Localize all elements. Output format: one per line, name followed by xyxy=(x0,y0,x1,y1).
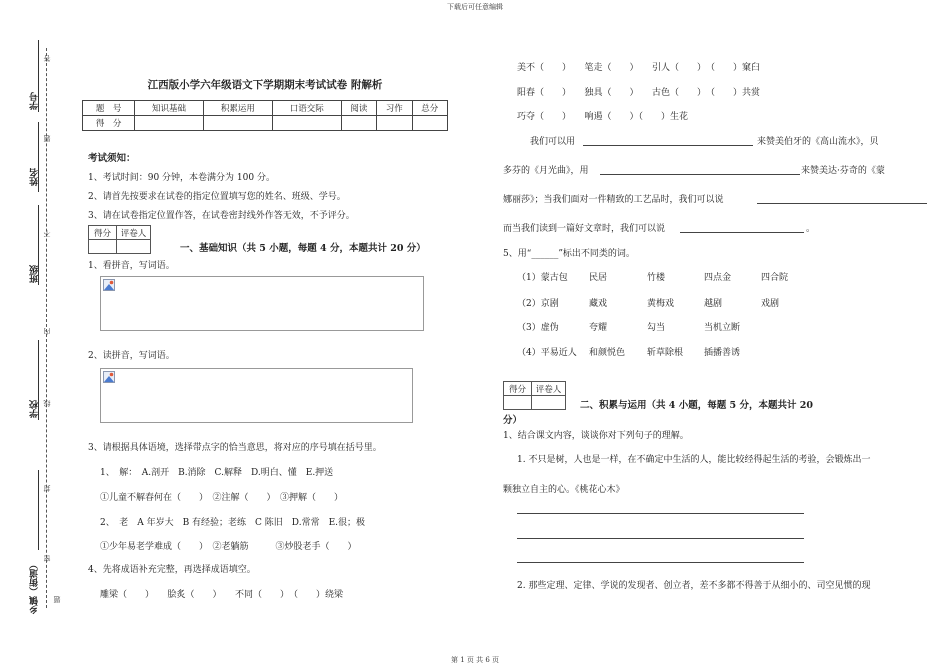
question-4: 4、先将成语补充完整，再选择成语填空。 xyxy=(88,565,256,575)
score-header: 知识基础 xyxy=(135,101,204,116)
margin-char: 线 xyxy=(43,400,51,407)
sentence-text: 1. 不只是树，人也是一样，在不确定中生活的人，能比较经得起生活的考验，会锻炼出一 xyxy=(517,455,871,465)
score-row-label: 得 分 xyxy=(83,116,135,131)
notice-item: 2、请首先按要求在试卷的指定位置填写您的姓名、班级、学号。 xyxy=(88,192,346,202)
score-cell[interactable] xyxy=(272,116,341,131)
label-name: 姓名 xyxy=(30,168,40,186)
notice-heading: 考试须知： xyxy=(88,153,136,164)
image-placeholder-icon xyxy=(103,279,115,291)
score-header: 阅读 xyxy=(341,101,376,116)
answer-box-1[interactable] xyxy=(100,276,424,331)
question-5: 5、用“______”标出不同类的词。 xyxy=(503,249,635,259)
q5-word: 戏剧 xyxy=(761,299,780,309)
reviewer-label: 评卷人 xyxy=(117,226,151,240)
q5-word: 当机立断 xyxy=(704,323,741,333)
margin-char: 内 xyxy=(43,328,51,335)
score-cell[interactable] xyxy=(203,116,272,131)
score-reviewer-box xyxy=(88,225,151,254)
fill-text: 娜丽莎》；当我们面对一件精致的工艺品时，我们可以说 xyxy=(503,195,724,205)
score-header: 题 号 xyxy=(83,101,135,116)
fill-blank[interactable] xyxy=(757,203,927,204)
score-cell[interactable] xyxy=(377,116,412,131)
answer-line[interactable] xyxy=(517,513,804,514)
sentence-text: 2. 那些定理、定律、学说的发现者、创立者，差不多都不得善于从细小的、司空见惯的现 xyxy=(517,581,871,591)
label-student-id: 学号 xyxy=(30,92,40,110)
margin-char: 题 xyxy=(43,135,51,142)
question-1: 1、看拼音，写词语。 xyxy=(88,261,175,271)
score-label: 得分 xyxy=(89,226,117,240)
sentence-text: 颗独立自主的心。《桃花心木》 xyxy=(503,485,625,495)
margin-char: 答 xyxy=(43,55,51,62)
fill-text: 来赞美达·芬奇的《蒙 xyxy=(801,166,885,176)
blank-line xyxy=(38,205,39,285)
q5-word: 越剧 xyxy=(704,299,723,309)
score-cell[interactable] xyxy=(504,396,532,410)
fill-text: 来赞美伯牙的《高山流水》，贝 xyxy=(757,137,879,147)
q3-line: ①儿童不解春何在（ ） ②注解（ ） ③押解（ ） xyxy=(100,493,344,503)
reviewer-cell[interactable] xyxy=(532,396,566,410)
q3-line: ①少年易老学难成（ ） ②老躺筋 ③炒股老手（ ） xyxy=(100,542,357,552)
q3-line: 1、 解： A.剖开 B.消除 C.解释 D.明白、懂 E.押送 xyxy=(100,468,334,478)
q5-word: 和颜悦色 xyxy=(589,348,626,358)
score-header: 积累运用 xyxy=(203,101,272,116)
q5-word: （3）虚伪 xyxy=(517,323,559,333)
reviewer-label: 评卷人 xyxy=(532,382,566,396)
section2-title: 二、积累与运用（共 4 小题，每题 5 分，本题共计 20 xyxy=(580,400,813,411)
blank-line xyxy=(38,40,39,112)
notice-item: 3、请在试卷指定位置作答，在试卷密封线外作答无效，不予评分。 xyxy=(88,211,355,221)
score-reviewer-box xyxy=(503,381,566,410)
fill-text: 多芬的《月光曲》，用 xyxy=(503,166,589,176)
q5-word: （2）京剧 xyxy=(517,299,559,309)
q3-line: 2、 老 A 年岁大 B 有经验；老练 C 陈旧 D.常常 E.很；极 xyxy=(100,518,365,528)
score-cell[interactable] xyxy=(412,116,447,131)
score-header: 口语交际 xyxy=(272,101,341,116)
fill-text: 而当我们读到一篇好文章时，我们可以说 xyxy=(503,224,666,234)
q5-word: 四点金 xyxy=(704,273,732,283)
score-cell[interactable] xyxy=(341,116,376,131)
fill-blank[interactable] xyxy=(680,232,804,233)
page-footer: 第 1 页 共 6 页 xyxy=(450,656,500,664)
answer-line[interactable] xyxy=(517,562,804,563)
margin-char: 题 xyxy=(53,596,61,603)
label-class: 班级 xyxy=(30,265,40,283)
section2-question-1: 1、结合课文内容，谈谈你对下列句子的理解。 xyxy=(503,431,689,441)
score-cell[interactable] xyxy=(89,240,117,254)
score-label: 得分 xyxy=(504,382,532,396)
fill-text: 。 xyxy=(806,224,816,234)
question-3: 3、请根据具体语境，选择带点字的恰当意思，将对应的序号填在括号里。 xyxy=(88,443,382,453)
notice-item: 1、考试时间：90 分钟，本卷满分为 100 分。 xyxy=(88,173,275,183)
label-school: 学校 xyxy=(30,400,40,418)
q5-word: 插播善诱 xyxy=(704,348,741,358)
q5-word: 竹楼 xyxy=(647,273,666,283)
score-table xyxy=(82,100,448,131)
blank-line xyxy=(38,470,39,550)
q5-word: （4）平易近人 xyxy=(517,348,577,358)
section1-title: 一、基础知识（共 5 小题，每题 4 分，本题共计 20 分） xyxy=(180,243,426,254)
answer-line[interactable] xyxy=(517,538,804,539)
section2-title-tail: 分） xyxy=(503,415,523,426)
q5-word: 四合院 xyxy=(761,273,789,283)
q5-word: 黄梅戏 xyxy=(647,299,675,309)
idiom-row: 阳春（ ） 独具（ ） 古色（ ） （ ）共赏 xyxy=(517,88,761,98)
idiom-row: 美不（ ） 笔走（ ） 引人（ ） （ ）窠臼 xyxy=(517,63,761,73)
score-cell[interactable] xyxy=(135,116,204,131)
fill-blank[interactable] xyxy=(600,174,800,175)
score-header: 总分 xyxy=(412,101,447,116)
q5-word: 斩草除根 xyxy=(647,348,684,358)
q5-word: 勾当 xyxy=(647,323,666,333)
margin-char: 不 xyxy=(43,230,51,237)
label-township: 乡镇（街道） xyxy=(30,560,40,614)
answer-box-2[interactable] xyxy=(100,368,413,423)
blank-line xyxy=(38,340,39,420)
blank-line xyxy=(38,122,39,192)
top-note: 下载后可任意编辑 xyxy=(447,3,503,11)
score-header: 习作 xyxy=(377,101,412,116)
q5-word: 藏戏 xyxy=(589,299,608,309)
question-2: 2、读拼音，写词语。 xyxy=(88,351,175,361)
margin-char: 密 xyxy=(43,555,51,562)
reviewer-cell[interactable] xyxy=(117,240,151,254)
idiom-row: 巧夺（ ） 响遏（ ）（ ）生花 xyxy=(517,112,689,122)
q5-word: 夸耀 xyxy=(589,323,608,333)
q5-word: （1）蒙古包 xyxy=(517,273,568,283)
q5-word: 民居 xyxy=(589,273,608,283)
q4-line: 雕梁（ ） 脍炙（ ） 不同（ ） （ ）绕梁 xyxy=(100,590,344,600)
fill-blank[interactable] xyxy=(583,145,753,146)
page-title: 江西版小学六年级语文下学期期末考试试卷 附解析 xyxy=(147,79,383,91)
margin-char: 封 xyxy=(43,485,51,492)
image-placeholder-icon xyxy=(103,371,115,383)
fill-text: 我们可以用 xyxy=(530,137,576,147)
